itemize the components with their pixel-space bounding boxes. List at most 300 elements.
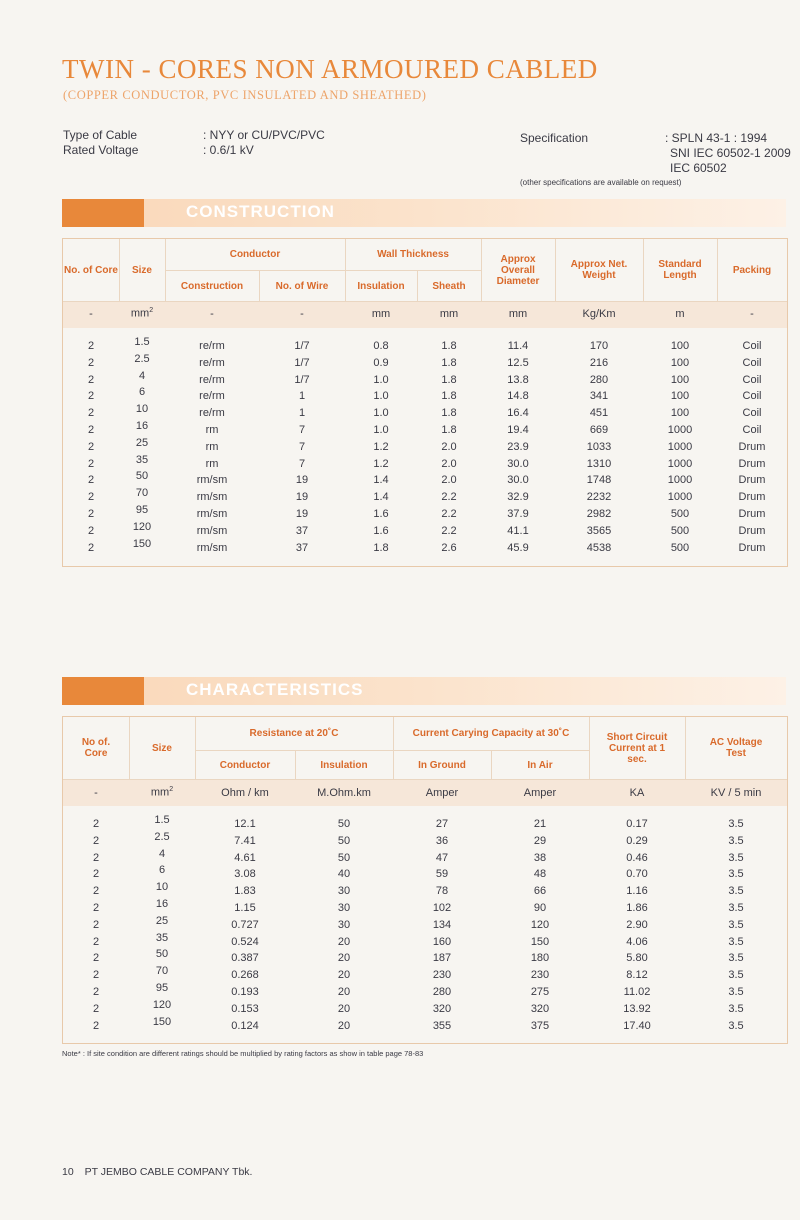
column-size — [129, 812, 195, 1030]
table-cell: 3.5 — [728, 885, 744, 898]
column-insulation — [345, 338, 417, 556]
table-cell: 0.8 — [373, 340, 389, 352]
table-cell: 1.8 — [441, 423, 457, 436]
spec-note: (other specifications are available on request) — [520, 178, 682, 187]
footnote: Note* : If site condition are different ratings should be multiplied by rating factors as show in table page 78-83 — [62, 1049, 424, 1058]
header-no-core: No. of Core — [64, 264, 118, 276]
table-cell: 6 — [138, 386, 146, 399]
table-cell: 2.0 — [441, 440, 457, 453]
column-diameter — [481, 338, 555, 556]
column-conductor — [195, 816, 295, 1034]
table-cell: rm — [205, 423, 219, 436]
table-cell: 4.06 — [626, 935, 648, 948]
header-size: Size — [151, 742, 172, 754]
table-cell: 100 — [670, 373, 690, 386]
table-cell: 7 — [298, 457, 306, 470]
table-cell: re/rm — [199, 373, 225, 386]
table-cell: 0.124 — [231, 1019, 259, 1032]
table-cell: 2 — [87, 373, 95, 386]
section-label: CONSTRUCTION — [186, 202, 335, 221]
table-cell: 37 — [295, 541, 309, 554]
table-cell: 3.5 — [728, 851, 744, 864]
column-length — [643, 338, 717, 556]
table-cell: 47 — [435, 851, 449, 864]
table-cell: 180 — [530, 952, 550, 965]
table-cell: 59 — [435, 868, 449, 881]
table-cell: 95 — [135, 503, 149, 516]
construction-section-header — [62, 199, 786, 227]
unit-cell: mm — [371, 308, 391, 320]
table-cell: 38 — [533, 851, 547, 864]
table-cell: 320 — [432, 1002, 452, 1015]
table-cell: 2 — [87, 440, 95, 453]
table-cell: 20 — [337, 952, 351, 965]
table-cell: 100 — [670, 390, 690, 403]
unit-cell: - — [210, 308, 214, 320]
table-cell: 280 — [432, 985, 452, 998]
table-cell: Drum — [738, 474, 766, 487]
table-cell: Drum — [738, 541, 766, 554]
header-sheath: Sheath — [432, 280, 466, 292]
table-cell: 1.16 — [626, 885, 648, 898]
table-cell: 0.29 — [626, 834, 648, 847]
table-cell: 216 — [589, 356, 609, 369]
table-cell: 3.5 — [728, 918, 744, 931]
table-cell: 120 — [530, 918, 550, 931]
table-cell: 2 — [92, 969, 100, 982]
table-cell: 2 — [92, 868, 100, 881]
table-cell: 35 — [135, 453, 149, 466]
page-number: 10 — [62, 1166, 74, 1178]
table-cell: 10 — [155, 881, 169, 894]
table-cell: 2 — [87, 541, 95, 554]
header-current: Current Carying Capacity at 30˚C — [412, 727, 570, 739]
table-cell: 3.5 — [728, 834, 744, 847]
table-cell: 1.0 — [373, 373, 389, 386]
table-cell: 1.4 — [373, 491, 389, 504]
unit-cell: Amper — [425, 787, 459, 799]
table-cell: 20 — [337, 1002, 351, 1015]
table-cell: 102 — [432, 901, 452, 914]
column-wire — [259, 338, 345, 556]
table-cell: 150 — [152, 1015, 172, 1028]
table-cell: 8.12 — [626, 969, 648, 982]
table-cell: 21 — [533, 818, 547, 830]
section-marker — [62, 199, 144, 227]
table-cell: Coil — [742, 356, 762, 369]
unit-cell: - — [300, 308, 304, 320]
table-cell: 32.9 — [507, 491, 529, 504]
column-short-circuit — [589, 816, 685, 1034]
table-cell: 2.2 — [441, 507, 457, 520]
table-cell: rm/sm — [196, 491, 228, 504]
table-cell: 20 — [337, 935, 351, 948]
unit-cell: KV / 5 min — [710, 787, 762, 799]
table-cell: Coil — [742, 407, 762, 420]
table-cell: 1.8 — [373, 541, 389, 554]
table-cell: 25 — [135, 436, 149, 449]
table-cell: 16.4 — [507, 407, 529, 420]
table-cell: 30.0 — [507, 457, 529, 470]
table-cell: 1 — [298, 407, 306, 420]
spec-value: : SPLN 43-1 : 1994 — [665, 131, 768, 145]
table-cell: 2 — [92, 918, 100, 931]
table-cell: Drum — [738, 491, 766, 504]
table-cell: 7 — [298, 423, 306, 436]
table-cell: 320 — [530, 1002, 550, 1015]
spec-label: Specification — [520, 131, 589, 145]
table-cell: 6 — [158, 864, 166, 877]
header-in-ground: In Ground — [418, 759, 466, 771]
table-cell: 66 — [533, 885, 547, 898]
table-cell: rm — [205, 457, 219, 470]
header-weight: Approx Net. Weight — [570, 259, 628, 281]
table-cell: 2 — [87, 340, 95, 352]
table-cell: 1.2 — [373, 457, 389, 470]
table-cell: 3.5 — [728, 901, 744, 914]
table-cell: Drum — [738, 524, 766, 537]
table-cell: re/rm — [199, 340, 225, 352]
table-cell: 1.8 — [441, 356, 457, 369]
table-cell: 1.0 — [373, 407, 389, 420]
table-cell: 30 — [337, 885, 351, 898]
table-cell: 4538 — [586, 541, 612, 554]
table-cell: 4.61 — [234, 851, 256, 864]
header-diameter: Approx Overall Diameter — [496, 253, 540, 287]
table-cell: 3.5 — [728, 935, 744, 948]
column-ac-voltage — [685, 816, 787, 1034]
table-cell: 29 — [533, 834, 547, 847]
table-cell: rm/sm — [196, 524, 228, 537]
table-cell: 0.268 — [231, 969, 259, 982]
table-cell: 17.40 — [623, 1019, 651, 1032]
table-cell: 170 — [589, 340, 609, 352]
table-cell: 41.1 — [507, 524, 529, 537]
table-cell: Drum — [738, 440, 766, 453]
table-cell: 2.5 — [154, 830, 170, 843]
table-cell: re/rm — [199, 390, 225, 403]
table-cell: 16 — [155, 897, 169, 910]
table-cell: 2 — [87, 507, 95, 520]
header-insulation: Insulation — [320, 759, 368, 771]
table-cell: 2 — [92, 1002, 100, 1015]
unit-cell: KA — [629, 787, 645, 799]
table-cell: 19.4 — [507, 423, 529, 436]
table-cell: 19 — [295, 507, 309, 520]
table-cell: 36 — [435, 834, 449, 847]
table-cell: 2.2 — [441, 524, 457, 537]
header-conductor: Conductor — [229, 248, 281, 260]
table-cell: 1.2 — [373, 440, 389, 453]
table-cell: 0.387 — [231, 952, 259, 965]
table-cell: 1.83 — [234, 885, 256, 898]
table-cell: 100 — [670, 407, 690, 420]
table-cell: 30.0 — [507, 474, 529, 487]
table-cell: Drum — [738, 457, 766, 470]
table-cell: 1000 — [667, 474, 693, 487]
table-cell: 375 — [530, 1019, 550, 1032]
table-cell: 2 — [92, 901, 100, 914]
table-cell: 451 — [589, 407, 609, 420]
table-cell: 2 — [92, 985, 100, 998]
table-cell: 19 — [295, 474, 309, 487]
page-subtitle: (COPPER CONDUCTOR, PVC INSULATED AND SHEATHED) — [63, 88, 427, 102]
unit-cell: m — [675, 308, 685, 320]
table-cell: 2.0 — [441, 474, 457, 487]
table-cell: Drum — [738, 507, 766, 520]
column-size — [119, 334, 165, 552]
table-cell: 2.90 — [626, 918, 648, 931]
table-cell: 14.8 — [507, 390, 529, 403]
unit-cell: Ohm / km — [221, 787, 269, 799]
table-cell: 37.9 — [507, 507, 529, 520]
page-title: TWIN - CORES NON ARMOURED CABLED — [62, 54, 598, 84]
header-insulation: Insulation — [357, 280, 405, 292]
table-cell: 3.08 — [234, 868, 256, 881]
table-cell: 2232 — [586, 491, 612, 504]
table-cell: 1.4 — [373, 474, 389, 487]
table-cell: 1.6 — [373, 524, 389, 537]
table-cell: 2982 — [586, 507, 612, 520]
table-cell: 20 — [337, 969, 351, 982]
table-cell: 1.0 — [373, 390, 389, 403]
characteristics-table — [62, 716, 788, 1044]
table-cell: 1.8 — [441, 407, 457, 420]
header-resistance: Resistance at 20˚C — [249, 727, 339, 739]
table-cell: 30 — [337, 918, 351, 931]
table-cell: 16 — [135, 419, 149, 432]
table-cell: 2 — [87, 390, 95, 403]
table-cell: 1033 — [586, 440, 612, 453]
table-cell: 669 — [589, 423, 609, 436]
table-cell: 2 — [87, 524, 95, 537]
table-cell: 3.5 — [728, 952, 744, 965]
table-cell: 100 — [670, 356, 690, 369]
table-cell: 3.5 — [728, 1019, 744, 1032]
characteristics-section-header — [62, 677, 786, 705]
table-cell: 2 — [92, 818, 100, 830]
table-cell: 20 — [337, 1019, 351, 1032]
table-cell: 50 — [135, 470, 149, 483]
table-cell: 50 — [337, 818, 351, 830]
column-weight — [555, 338, 643, 556]
table-cell: 23.9 — [507, 440, 529, 453]
column-packing — [717, 338, 787, 556]
column-core — [63, 816, 129, 1034]
header-no-core: No of. Core — [81, 737, 111, 759]
table-cell: 3565 — [586, 524, 612, 537]
table-cell: 20 — [337, 985, 351, 998]
table-cell: 95 — [155, 981, 169, 994]
table-cell: 0.70 — [626, 868, 648, 881]
unit-cell: - — [750, 308, 754, 320]
unit-cell: - — [89, 308, 93, 320]
table-cell: 150 — [530, 935, 550, 948]
table-cell: 2 — [87, 474, 95, 487]
spec-value: IEC 60502 — [670, 161, 727, 175]
table-cell: 134 — [432, 918, 452, 931]
table-cell: 70 — [155, 965, 169, 978]
type-label: Type of Cable — [63, 128, 138, 142]
column-in-air — [491, 816, 589, 1034]
table-cell: 3.5 — [728, 818, 744, 830]
unit-cell: mm — [508, 308, 528, 320]
table-cell: 70 — [135, 487, 149, 500]
table-cell: 2 — [92, 834, 100, 847]
table-cell: 120 — [152, 998, 172, 1011]
unit-cell: $mm^2$ — [150, 786, 174, 799]
table-cell: 0.727 — [231, 918, 259, 931]
table-cell: 4 — [158, 847, 166, 860]
table-cell: 341 — [589, 390, 609, 403]
table-cell: 2 — [87, 407, 95, 420]
unit-cell: - — [94, 787, 98, 799]
table-cell: 50 — [337, 834, 351, 847]
table-cell: 1 — [298, 390, 306, 403]
table-cell: 150 — [132, 537, 152, 550]
table-cell: 280 — [589, 373, 609, 386]
header-conductor: Conductor — [219, 759, 271, 771]
column-construction — [165, 338, 259, 556]
table-cell: 230 — [530, 969, 550, 982]
column-sheath — [417, 338, 481, 556]
table-cell: 1000 — [667, 423, 693, 436]
section-label: CHARACTERISTICS — [186, 680, 364, 699]
column-insulation — [295, 816, 393, 1034]
table-cell: 1.8 — [441, 373, 457, 386]
header-size: Size — [131, 264, 152, 276]
table-cell: rm — [205, 440, 219, 453]
table-cell: 1/7 — [294, 340, 310, 352]
table-cell: 3.5 — [728, 1002, 744, 1015]
cable-specs — [63, 128, 325, 158]
table-cell: 25 — [155, 914, 169, 927]
table-cell: 1.5 — [134, 336, 150, 348]
table-cell: 160 — [432, 935, 452, 948]
table-cell: 120 — [132, 520, 152, 533]
table-cell: 0.9 — [373, 356, 389, 369]
table-cell: 500 — [670, 541, 690, 554]
table-cell: 90 — [533, 901, 547, 914]
table-cell: 5.80 — [626, 952, 648, 965]
table-cell: 230 — [432, 969, 452, 982]
units-row — [63, 302, 787, 328]
header-packing: Packing — [732, 264, 772, 276]
table-cell: 2 — [92, 885, 100, 898]
table-cell: 2.0 — [441, 457, 457, 470]
table-cell: 1.0 — [373, 423, 389, 436]
table-cell: 3.5 — [728, 985, 744, 998]
table-cell: 1.8 — [441, 390, 457, 403]
table-cell: 1000 — [667, 491, 693, 504]
table-cell: 500 — [670, 507, 690, 520]
unit-cell: mm — [439, 308, 459, 320]
table-cell: 2 — [87, 491, 95, 504]
table-cell: 7 — [298, 440, 306, 453]
table-cell: 19 — [295, 491, 309, 504]
units-row — [63, 780, 787, 806]
table-cell: 2 — [92, 952, 100, 965]
table-cell: 2 — [92, 1019, 100, 1032]
table-cell: 187 — [432, 952, 452, 965]
table-cell: 7.41 — [234, 834, 256, 847]
table-cell: 12.1 — [234, 818, 256, 830]
table-cell: 0.46 — [626, 851, 648, 864]
table-cell: Coil — [742, 373, 762, 386]
table-cell: 2.5 — [134, 352, 150, 365]
table-cell: 2 — [87, 457, 95, 470]
table-cell: 0.193 — [231, 985, 259, 998]
unit-cell: M.Ohm.km — [317, 787, 371, 799]
table-cell: 1.8 — [441, 340, 457, 352]
voltage-value: : 0.6/1 kV — [203, 143, 254, 157]
table-cell: 30 — [337, 901, 351, 914]
page-footer — [62, 1166, 252, 1178]
table-cell: 37 — [295, 524, 309, 537]
section-marker — [62, 677, 144, 705]
table-cell: 11.02 — [623, 985, 651, 998]
table-cell: 1748 — [586, 474, 612, 487]
unit-cell: Amper — [523, 787, 557, 799]
table-cell: re/rm — [199, 356, 225, 369]
table-cell: Coil — [742, 390, 762, 403]
voltage-label: Rated Voltage — [63, 143, 139, 157]
construction-table — [62, 238, 788, 567]
table-cell: 2 — [92, 851, 100, 864]
table-cell: rm/sm — [196, 541, 228, 554]
table-cell: 1310 — [586, 457, 612, 470]
table-cell: 275 — [530, 985, 550, 998]
table-cell: rm/sm — [196, 474, 228, 487]
table-cell: 45.9 — [507, 541, 529, 554]
table-cell: 1.86 — [626, 901, 648, 914]
table-cell: 12.5 — [507, 356, 529, 369]
table-cell: 2 — [92, 935, 100, 948]
table-cell: 1000 — [667, 440, 693, 453]
table-cell: 78 — [435, 885, 449, 898]
header-wall-thickness: Wall Thickness — [377, 248, 449, 260]
header-short-circuit: Short Circuit Current at 1 sec. — [606, 731, 668, 765]
table-cell: 355 — [432, 1019, 452, 1032]
table-cell: 1000 — [667, 457, 693, 470]
table-cell: 500 — [670, 524, 690, 537]
header-no-wire: No. of Wire — [275, 280, 329, 292]
type-value: : NYY or CU/PVC/PVC — [203, 128, 325, 142]
header-construction: Construction — [180, 280, 244, 292]
header-length: Standard Length — [658, 259, 702, 281]
table-cell: 1/7 — [294, 373, 310, 386]
table-cell: 13.92 — [623, 1002, 651, 1015]
table-cell: 11.4 — [507, 340, 529, 352]
table-cell: 3.5 — [728, 969, 744, 982]
table-cell: 13.8 — [507, 373, 529, 386]
table-cell: re/rm — [199, 407, 225, 420]
table-cell: 2 — [87, 423, 95, 436]
unit-cell: $mm^2$ — [130, 307, 154, 320]
header-ac-voltage: AC Voltage Test — [709, 737, 763, 759]
table-cell: 10 — [135, 403, 149, 416]
table-cell: 50 — [155, 948, 169, 961]
column-in-ground — [393, 816, 491, 1034]
table-cell: 2.6 — [441, 541, 457, 554]
table-cell: 2.2 — [441, 491, 457, 504]
table-cell: 0.524 — [231, 935, 259, 948]
table-cell: 48 — [533, 868, 547, 881]
table-cell: 40 — [337, 868, 351, 881]
table-cell: 0.153 — [231, 1002, 259, 1015]
table-cell: rm/sm — [196, 507, 228, 520]
table-cell: 1/7 — [294, 356, 310, 369]
